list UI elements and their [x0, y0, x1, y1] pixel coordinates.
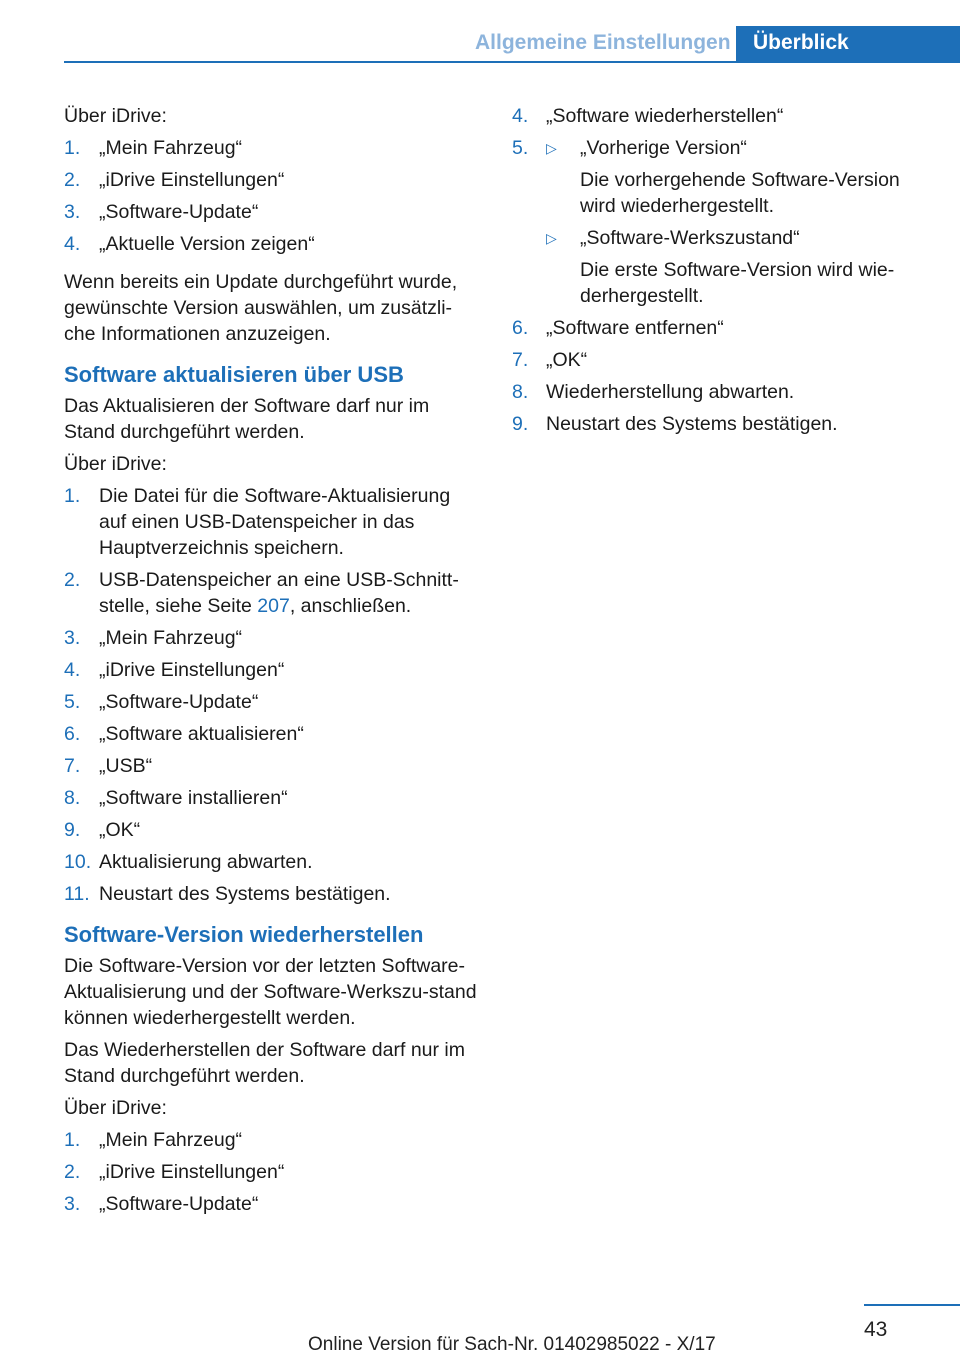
- triangle-bullet-icon: ▷: [546, 230, 557, 246]
- step-number: 1.: [64, 137, 81, 159]
- step-number: 6.: [512, 317, 529, 339]
- step-text-before-link: USB-Datenspeicher an eine USB-Schnitt‐stelle, siehe Seite: [99, 569, 459, 617]
- list-item: [64, 817, 480, 843]
- step-number: 8.: [512, 381, 529, 403]
- step-number: 7.: [64, 755, 81, 777]
- step-text: Neustart des Systems bestätigen.: [546, 413, 838, 435]
- list-item: [64, 849, 480, 875]
- triangle-bullet-icon: ▷: [546, 140, 557, 156]
- step-text: „iDrive Einstellungen“: [99, 169, 285, 191]
- step-text: „Software-Update“: [99, 1193, 259, 1215]
- step-number: 9.: [512, 413, 529, 435]
- list-item: [64, 689, 480, 715]
- header-tab-overview: Überblick: [736, 26, 960, 62]
- list-item: [64, 199, 480, 225]
- page-number: 43: [864, 1318, 888, 1341]
- intro-steps-list: [64, 135, 480, 257]
- step-number: 2.: [64, 169, 81, 191]
- restore-label: Über iDrive:: [64, 1097, 167, 1119]
- option-item: [546, 135, 922, 219]
- step-text: „Software entfernen“: [546, 317, 724, 339]
- step-number: 5.: [64, 691, 81, 713]
- step-number: 1.: [64, 1129, 81, 1151]
- list-item: [64, 1191, 480, 1217]
- list-item: [64, 785, 480, 811]
- step-number: 2.: [64, 569, 81, 591]
- usb-section-label: Über iDrive:: [64, 453, 167, 475]
- header-section-title: Allgemeine Einstellungen: [475, 31, 731, 54]
- list-item: [64, 231, 480, 257]
- option-list: [546, 135, 922, 309]
- step-text: „Mein Fahrzeug“: [99, 627, 243, 649]
- list-item: [64, 721, 480, 747]
- step-text: „iDrive Einstellungen“: [99, 659, 285, 681]
- step-text: „Software-Update“: [99, 201, 259, 223]
- step-text: Aktualisierung abwarten.: [99, 851, 313, 873]
- step-number: 3.: [64, 627, 81, 649]
- left-column: [64, 103, 480, 1229]
- step-number: 3.: [64, 1193, 81, 1215]
- step-text: „iDrive Einstellungen“: [99, 1161, 285, 1183]
- list-item: [64, 881, 480, 907]
- restore-paragraph-2: Das Wiederherstellen der Software darf nur im Stand durchgeführt werden.: [64, 1039, 465, 1087]
- restore-paragraph-1: Die Software-Version vor der letzten Software-Aktualisierung und der Software-Werkszu‐stand können wiederhergestellt werden.: [64, 955, 477, 1029]
- step-text: „USB“: [99, 755, 153, 777]
- footer-rule: [864, 1304, 960, 1306]
- step-number: 2.: [64, 1161, 81, 1183]
- list-item: [64, 567, 480, 619]
- step-number: 1.: [64, 485, 81, 507]
- step-text: Neustart des Systems bestätigen.: [99, 883, 391, 905]
- step-text: „OK“: [546, 349, 588, 371]
- list-item: [64, 483, 480, 561]
- list-item: [64, 753, 480, 779]
- step-number: 4.: [64, 233, 81, 255]
- list-item: [64, 1127, 480, 1153]
- list-item: [64, 167, 480, 193]
- list-item: [512, 347, 922, 373]
- option-item: [546, 225, 922, 309]
- step-text: „OK“: [99, 819, 141, 841]
- step-text-after-link: , anschließen.: [289, 595, 412, 617]
- usb-steps-list: [64, 483, 480, 907]
- step-text: Wiederherstellung abwarten.: [546, 381, 795, 403]
- step-number: 8.: [64, 787, 81, 809]
- list-item: [64, 135, 480, 161]
- step-number: 9.: [64, 819, 81, 841]
- intro-note: Wenn bereits ein Update durchgeführt wurde, gewünschte Version auswählen, um zusätzli‐che Informationen anzuzeigen.: [64, 271, 458, 345]
- step-text: „Mein Fahrzeug“: [99, 137, 243, 159]
- restore-steps-continued: [512, 103, 922, 437]
- option-title: „Software-Werkszustand“: [580, 227, 800, 249]
- usb-section-paragraph: Das Aktualisieren der Software darf nur im Stand durchgeführt werden.: [64, 395, 430, 443]
- step-number: 7.: [512, 349, 529, 371]
- step-number: 4.: [64, 659, 81, 681]
- intro-label: Über iDrive:: [64, 105, 167, 127]
- step-number: 3.: [64, 201, 81, 223]
- page-reference-link[interactable]: 207: [257, 595, 290, 617]
- restore-section-heading: Software-Version wiederherstellen: [64, 922, 424, 947]
- step-number: 6.: [64, 723, 81, 745]
- option-description: Die erste Software-Version wird wie‐derhergestellt.: [580, 259, 895, 307]
- online-version-text: Online Version für Sach-Nr. 01402985022 - X/17: [308, 1334, 716, 1355]
- list-item: [64, 1159, 480, 1185]
- step-text: Die Datei für die Software-Aktualisierung auf einen USB-Datenspeicher in das Hauptverzeichnis speichern.: [99, 485, 451, 559]
- step-number: 11.: [64, 883, 90, 905]
- list-item: [512, 411, 922, 437]
- right-column: [512, 103, 922, 449]
- step-text: „Aktuelle Version zeigen“: [99, 233, 315, 255]
- option-description: Die vorhergehende Software-Version wird wiederhergestellt.: [580, 169, 900, 217]
- step-number: 10.: [64, 851, 92, 873]
- usb-section-heading: Software aktualisieren über USB: [64, 362, 404, 387]
- step-number: 4.: [512, 105, 529, 127]
- restore-steps-list: [64, 1127, 480, 1217]
- step-number: 5.: [512, 137, 529, 159]
- list-item: [512, 103, 922, 129]
- list-item: [512, 315, 922, 341]
- option-title: „Vorherige Version“: [580, 137, 747, 159]
- step-text: „Software installieren“: [99, 787, 288, 809]
- step-text: „Software aktualisieren“: [99, 723, 304, 745]
- list-item: [512, 379, 922, 405]
- header-rule: [64, 61, 960, 63]
- list-item: [64, 625, 480, 651]
- step-text: „Software-Update“: [99, 691, 259, 713]
- step-text: „Software wiederherstellen“: [546, 105, 784, 127]
- step-text: „Mein Fahrzeug“: [99, 1129, 243, 1151]
- list-item: [64, 657, 480, 683]
- list-item: [512, 135, 922, 309]
